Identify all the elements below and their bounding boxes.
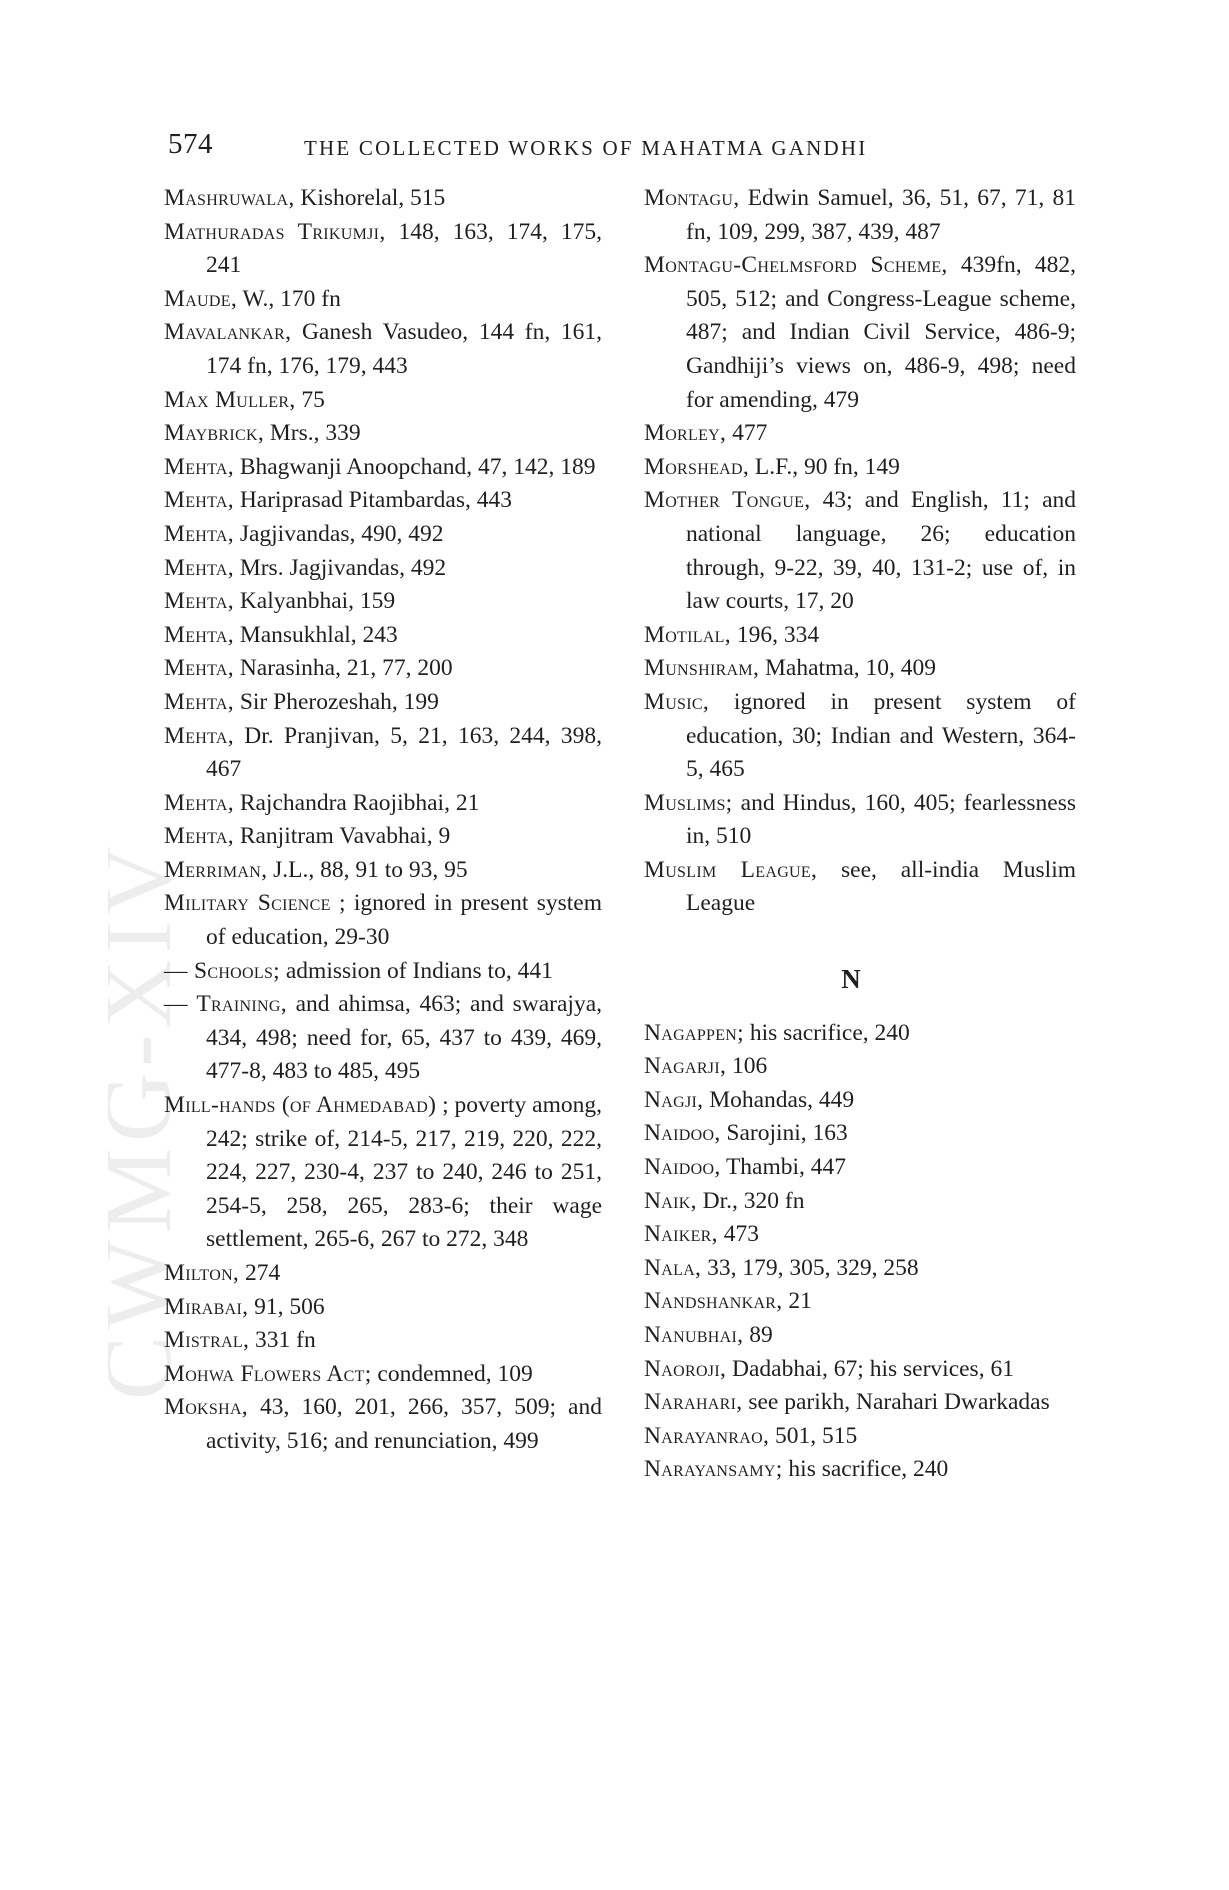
index-entry-references: Dr., 320 fn xyxy=(696,1187,805,1214)
index-entry xyxy=(644,1218,1076,1252)
index-entry-references: 89 xyxy=(743,1322,773,1348)
index-entry xyxy=(644,787,1076,854)
index-entry-heading: Narahari, xyxy=(644,1389,743,1416)
index-entry xyxy=(644,1050,1076,1084)
index-entry-heading: Mavalankar, xyxy=(164,319,292,346)
index-entry-heading: Nagappen; xyxy=(644,1019,744,1046)
index-entry-heading: Mistral, xyxy=(164,1327,250,1354)
index-entry xyxy=(644,182,1076,249)
index-entry-references: Mahatma, 10, 409 xyxy=(759,655,936,682)
index-entry-references: ; poverty among, 242; strike of, 214-5, 217, 219, 220, 222, 224, 227, 230-4, 237 to 240, 246 to 251, 254-5, 258, 265, 283-6; their wage settlement, 265-6, 267 to 272, 348 xyxy=(206,1092,602,1253)
index-entry xyxy=(644,1151,1076,1185)
index-entry-heading: Mashruwala, xyxy=(164,185,295,211)
index-entry-references: 43, 160, 201, 266, 357, 509; and activity, 516; and renunciation, 499 xyxy=(206,1394,602,1454)
index-entry-heading: Nagji, xyxy=(644,1086,704,1113)
index-entry-heading: Mohwa Flowers Act; xyxy=(164,1360,372,1387)
index-entry xyxy=(164,182,602,216)
index-entry-heading: Mehta, xyxy=(164,789,234,816)
index-entry-references: Sir Pherozeshah, 199 xyxy=(233,688,439,715)
index-entry-heading: Military Science xyxy=(164,890,331,917)
index-entry xyxy=(164,619,602,653)
index-entry xyxy=(164,955,602,989)
index-entry-references: 33, 179, 305, 329, 258 xyxy=(701,1254,919,1281)
index-entry-heading: Muslim League, xyxy=(644,856,818,883)
index-entry-heading: Montagu, xyxy=(644,185,740,211)
index-entry-references: admission of Indians to, 441 xyxy=(279,957,553,984)
index-entry-heading: Muslims; xyxy=(644,789,733,816)
index-entry xyxy=(644,1117,1076,1151)
index-entry-heading: Mehta, xyxy=(164,453,234,480)
index-entry-heading: Mehta, xyxy=(164,722,234,749)
index-entry-references: L.F., 90 fn, 149 xyxy=(749,453,900,480)
index-entry-heading: Munshiram, xyxy=(644,655,760,682)
index-entry-heading: Moksha, xyxy=(164,1394,248,1421)
index-entry-heading: Morshead, xyxy=(644,453,750,480)
index-entry xyxy=(164,787,602,821)
index-entry xyxy=(644,484,1076,618)
index-entry-heading: Nanubhai, xyxy=(644,1322,744,1348)
index-entry-references: 331 fn xyxy=(249,1327,316,1354)
index-entry-heading: Max Muller, xyxy=(164,386,296,413)
index-entry-references: Hariprasad Pitambardas, 443 xyxy=(233,487,512,514)
index-entry-references: Dadabhai, 67; his services, 61 xyxy=(726,1355,1014,1382)
index-entry-references: Bhagwanji Anoopchand, 47, 142, 189 xyxy=(233,453,596,480)
index-entry-references: 473 xyxy=(717,1221,759,1248)
index-entry-references: Ranjitram Vavabhai, 9 xyxy=(233,823,451,850)
index-entry-references: Sarojini, 163 xyxy=(720,1120,848,1147)
index-entry xyxy=(164,820,602,854)
index-entry-references: 196, 334 xyxy=(730,621,820,648)
index-entry-references: Edwin Samuel, 36, 51, 67, 71, 81 fn, 109, 299, 387, 439, 487 xyxy=(686,185,1076,245)
index-entry-references: Kishorelal, 515 xyxy=(294,185,446,211)
index-entry xyxy=(164,417,602,451)
index-entry xyxy=(644,619,1076,653)
index-entry-heading: — Schools; xyxy=(164,957,280,984)
index-entry-heading: Naoroji, xyxy=(644,1355,727,1382)
index-entry xyxy=(644,1084,1076,1118)
index-entry-heading: Music, xyxy=(644,688,710,715)
index-entry-references: see parikh, Narahari Dwarkadas xyxy=(742,1389,1050,1416)
index-entry-references: Kalyanbhai, 159 xyxy=(233,588,396,615)
index-entry-references: Thambi, 447 xyxy=(720,1154,847,1181)
watermark-text: CWMG-XIV xyxy=(108,840,188,1400)
index-entry-heading: Mathuradas Trikumji, xyxy=(164,218,386,245)
index-entry xyxy=(644,417,1076,451)
index-entry xyxy=(644,1453,1076,1487)
index-entry xyxy=(164,1089,602,1257)
page-number: 574 xyxy=(168,128,213,160)
index-entry-heading: Naidoo, xyxy=(644,1120,721,1147)
index-entry-heading: Milton, xyxy=(164,1260,240,1286)
index-entry-references: 91, 506 xyxy=(248,1293,325,1320)
index-entry-references: Rajchandra Raojibhai, 21 xyxy=(233,789,480,816)
index-entry xyxy=(644,652,1076,686)
index-entry-references: Narasinha, 21, 77, 200 xyxy=(233,655,453,682)
index-entry-references: Mrs., 339 xyxy=(264,420,361,447)
index-entry xyxy=(164,720,602,787)
section-letter-n: N xyxy=(841,964,861,995)
index-entry-heading: Mill-hands (of Ahmedabad) xyxy=(164,1092,437,1119)
page-header xyxy=(168,128,1068,168)
index-entry xyxy=(644,1420,1076,1454)
index-entry xyxy=(164,652,602,686)
index-entry-references: Ganesh Vasudeo, 144 fn, 161, 174 fn, 176, 179, 443 xyxy=(206,319,602,379)
index-entry-references: J.L., 88, 91 to 93, 95 xyxy=(267,856,468,883)
index-entry-references: ignored in present system of education, 30; Indian and Western, 364-5, 465 xyxy=(686,688,1076,783)
index-entry xyxy=(164,1257,602,1291)
index-entry xyxy=(164,518,602,552)
index-entry xyxy=(164,854,602,888)
index-entry xyxy=(644,1185,1076,1219)
index-entry xyxy=(164,316,602,383)
index-entry-heading: Nagarji, xyxy=(644,1053,727,1080)
index-entry-heading: Maude, xyxy=(164,285,238,312)
index-entry-heading: Mehta, xyxy=(164,823,234,850)
index-entry xyxy=(164,552,602,586)
index-entry-heading: Morley, xyxy=(644,420,727,447)
index-entry-heading: Mehta, xyxy=(164,554,234,581)
index-entry-references: 75 xyxy=(295,386,325,413)
index-entry-heading: Merriman, xyxy=(164,856,268,883)
index-entry-heading: Nandshankar, xyxy=(644,1288,783,1315)
index-entry xyxy=(644,1285,1076,1319)
index-entry-references: ; ignored in present system of education, 29-30 xyxy=(206,890,603,951)
index-entry-references: Mrs. Jagjivandas, 492 xyxy=(233,554,447,581)
index-entry-references: see, all-india Muslim League xyxy=(686,856,1077,917)
index-entry-references: Dr. Pranjivan, 5, 21, 163, 244, 398, 467 xyxy=(206,722,602,783)
index-entry-heading: Mirabai, xyxy=(164,1293,249,1320)
index-entry xyxy=(644,451,1076,485)
index-entry xyxy=(164,283,602,317)
index-entry-references: and ahimsa, 463; and swarajya, 434, 498; need for, 65, 437 to 439, 469, 477-8, 483 to 485, 495 xyxy=(206,991,603,1085)
index-entry-references: 477 xyxy=(726,420,768,447)
index-entry-heading: Narayanrao, xyxy=(644,1422,770,1449)
index-entry xyxy=(644,1252,1076,1286)
index-entry-references: 501, 515 xyxy=(769,1422,858,1449)
index-entry-references: 148, 163, 174, 175, 241 xyxy=(206,218,602,279)
index-entry-references: 43; and English, 11; and national language, 26; education through, 9-22, 39, 40, 131-2; use of, in law courts, 17, 20 xyxy=(686,487,1076,615)
index-entry xyxy=(164,384,602,418)
index-entry-heading: Nala, xyxy=(644,1254,702,1281)
index-entry-heading: Maybrick, xyxy=(164,420,265,447)
index-entry-references: and Hindus, 160, 405; fearlessness in, 510 xyxy=(686,789,1076,850)
index-entry xyxy=(644,249,1076,417)
index-entry-heading: Montagu-Chelmsford Scheme, xyxy=(644,252,948,279)
running-title: THE COLLECTED WORKS OF MAHATMA GANDHI xyxy=(304,136,868,160)
index-entry xyxy=(164,686,602,720)
index-entry-heading: Narayansamy; xyxy=(644,1456,783,1483)
index-entry xyxy=(164,484,602,518)
index-entry-references: 439fn, 482, 505, 512; and Congress-League scheme, 487; and Indian Civil Service, 486-9; Gandhiji’s views on, 486-9, 498; need for amending, 479 xyxy=(686,252,1077,413)
index-entry-references: his sacrifice, 240 xyxy=(744,1019,910,1046)
index-entry xyxy=(164,451,602,485)
index-entry-heading: Mother Tongue, xyxy=(644,487,811,514)
index-entry xyxy=(644,854,1076,921)
index-entry-references: 21 xyxy=(782,1288,812,1315)
index-entry-references: Jagjivandas, 490, 492 xyxy=(233,520,444,547)
index-entry xyxy=(164,988,602,1089)
index-section-m xyxy=(644,182,1076,921)
index-entry-references: Mansukhlal, 243 xyxy=(233,621,398,648)
index-entry xyxy=(644,1017,1076,1051)
index-entry-heading: Naidoo, xyxy=(644,1154,721,1181)
index-entry xyxy=(164,585,602,619)
index-entry-heading: — Training, xyxy=(164,991,287,1018)
index-entry-references: condemned, 109 xyxy=(371,1360,533,1387)
index-entry xyxy=(164,1391,602,1458)
index-entry-heading: Mehta, xyxy=(164,520,234,547)
index-entry-references: Mohandas, 449 xyxy=(703,1086,855,1113)
index-section-n xyxy=(644,1017,1076,1487)
index-entry-references: 106 xyxy=(726,1053,768,1080)
index-entry-heading: Mehta, xyxy=(164,655,234,682)
index-entry xyxy=(644,1319,1076,1353)
index-entry-references: 274 xyxy=(239,1260,281,1286)
index-entry-references: his sacrifice, 240 xyxy=(782,1456,949,1483)
index-entry-heading: Mehta, xyxy=(164,487,234,514)
index-entry xyxy=(164,216,602,283)
index-entry-heading: Mehta, xyxy=(164,621,234,648)
index-column-right xyxy=(644,182,1076,1487)
index-entry xyxy=(644,686,1076,787)
index-entry xyxy=(164,1291,602,1325)
index-entry-heading: Naiker, xyxy=(644,1221,718,1248)
index-entry xyxy=(644,1386,1076,1420)
index-entry-heading: Motilal, xyxy=(644,621,731,648)
index-entry-references: W., 170 fn xyxy=(237,285,341,312)
index-entry-heading: Mehta, xyxy=(164,588,234,615)
index-entry xyxy=(164,887,602,954)
index-entry xyxy=(164,1324,602,1358)
index-entry xyxy=(644,1353,1076,1387)
index-entry-heading: Naik, xyxy=(644,1187,697,1214)
index-entry xyxy=(164,1358,602,1392)
index-column-left xyxy=(164,182,602,1459)
index-entry-heading: Mehta, xyxy=(164,688,234,715)
